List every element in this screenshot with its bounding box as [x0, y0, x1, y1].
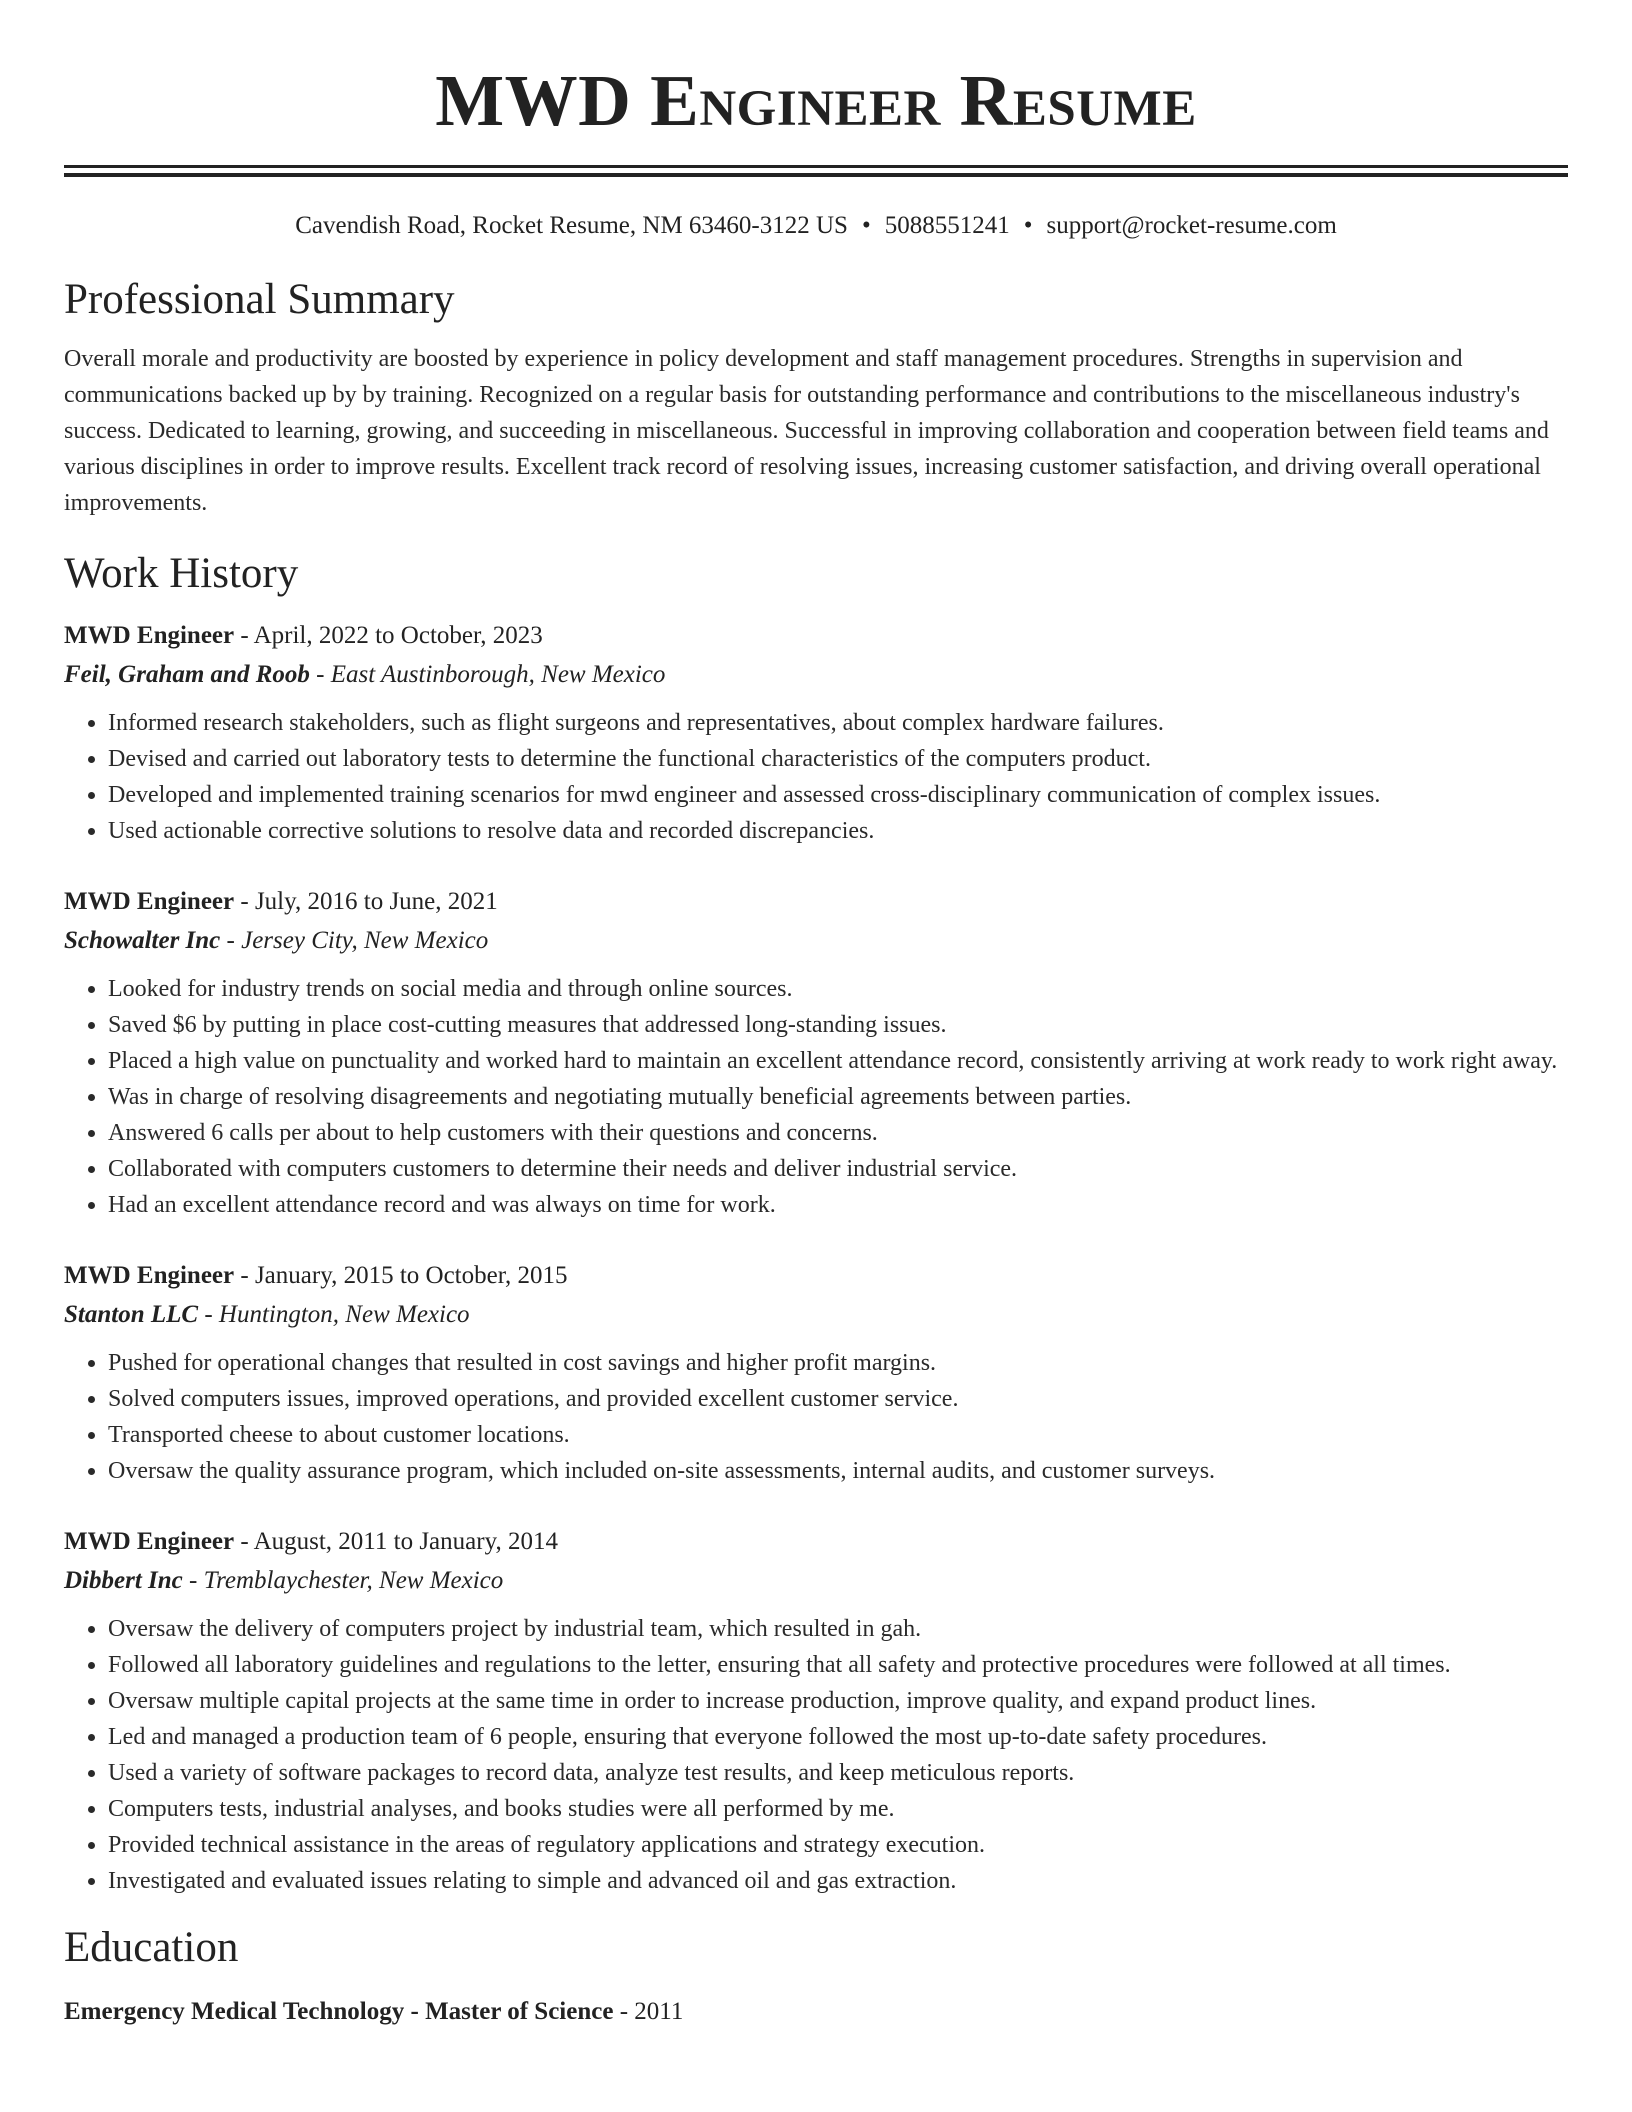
- job-company: Stanton LLC: [64, 1301, 199, 1328]
- job-company: Dibbert Inc: [64, 1567, 183, 1594]
- job-company: Schowalter Inc: [64, 927, 221, 954]
- job-bullet: • Saved $6 by putting in place cost-cutting measures that addressed long-standing issues.: [108, 1007, 1568, 1043]
- contact-email: support@rocket-resume.com: [1046, 212, 1337, 239]
- job-bullet: • Provided technical assistance in the areas of regulatory applications and strategy execution.: [108, 1827, 1568, 1863]
- job-location: Tremblaychester, New Mexico: [203, 1567, 504, 1594]
- education-year: 2011: [634, 1998, 684, 2025]
- job-entry: [64, 617, 1568, 849]
- job-dash: -: [240, 1262, 249, 1289]
- job-title: MWD Engineer: [64, 1262, 235, 1289]
- job-bullet: • Transported cheese to about customer locations.: [108, 1417, 1568, 1453]
- job-title-line: [64, 617, 1568, 655]
- job-dash: -: [189, 1567, 198, 1594]
- job-dash: -: [204, 1301, 213, 1328]
- job-dates: January, 2015 to October, 2015: [254, 1262, 568, 1289]
- job-bullet: • Used actionable corrective solutions to resolve data and recorded discrepancies.: [108, 813, 1568, 849]
- job-bullet: • Devised and carried out laboratory tests to determine the functional characteristics of the computers product.: [108, 741, 1568, 777]
- job-bullet: • Was in charge of resolving disagreements and negotiating mutually beneficial agreements between parties.: [108, 1079, 1568, 1115]
- job-title: MWD Engineer: [64, 1528, 235, 1555]
- job-dash: -: [226, 927, 235, 954]
- summary-heading: Professional Summary: [64, 276, 455, 323]
- education-entry: [64, 1993, 1568, 2031]
- contact-address: Cavendish Road, Rocket Resume, NM 63460-3122 US: [295, 212, 848, 239]
- job-bullet: • Informed research stakeholders, such as flight surgeons and representatives, about complex hardware failures.: [108, 705, 1568, 741]
- job-company-line: [64, 1295, 1568, 1335]
- job-entry: [64, 883, 1568, 1223]
- job-dates: August, 2011 to January, 2014: [253, 1528, 558, 1555]
- job-company: Feil, Graham and Roob: [64, 661, 310, 688]
- job-bullet: • Answered 6 calls per about to help customers with their questions and concerns.: [108, 1115, 1568, 1151]
- job-dash: -: [316, 661, 325, 688]
- job-company-line: [64, 655, 1568, 695]
- job-bullet: • Computers tests, industrial analyses, and books studies were all performed by me.: [108, 1791, 1568, 1827]
- job-entry: [64, 1257, 1568, 1489]
- job-bullet: • Oversaw the delivery of computers project by industrial team, which resulted in gah.: [108, 1611, 1568, 1647]
- job-title-line: [64, 1523, 1568, 1561]
- job-bullet: • Led and managed a production team of 6 people, ensuring that everyone followed the most up-to-date safety procedures.: [108, 1719, 1568, 1755]
- job-location: Huntington, New Mexico: [218, 1301, 470, 1328]
- job-bullet: • Pushed for operational changes that resulted in cost savings and higher profit margins.: [108, 1345, 1568, 1381]
- job-bullet: • Used a variety of software packages to record data, analyze test results, and keep meticulous reports.: [108, 1755, 1568, 1791]
- contact-separator: •: [1023, 212, 1033, 239]
- job-bullet: • Developed and implemented training scenarios for mwd engineer and assessed cross-disciplinary communication of complex issues.: [108, 777, 1568, 813]
- education-heading: Education: [64, 1924, 239, 1971]
- job-company-line: [64, 921, 1568, 961]
- job-title-line: [64, 883, 1568, 921]
- job-bullet: • Solved computers issues, improved operations, and provided excellent customer service.: [108, 1381, 1568, 1417]
- job-dash: -: [240, 888, 249, 915]
- job-title-line: [64, 1257, 1568, 1295]
- job-location: Jersey City, New Mexico: [241, 927, 489, 954]
- job-bullet: • Placed a high value on punctuality and worked hard to maintain an excellent attendance record, consistently arriving at work ready to work right away.: [108, 1043, 1568, 1079]
- education-dash: -: [410, 1998, 419, 2025]
- job-bullet-list: [64, 705, 1568, 849]
- job-company-line: [64, 1561, 1568, 1601]
- job-bullet: • Oversaw the quality assurance program, which included on-site assessments, internal audits, and customer surveys.: [108, 1453, 1568, 1489]
- job-dates: April, 2022 to October, 2023: [253, 622, 543, 649]
- job-location: East Austinborough, New Mexico: [330, 661, 666, 688]
- contact-phone: 5088551241: [884, 212, 1010, 239]
- job-dash: -: [240, 622, 249, 649]
- job-entry: [64, 1523, 1568, 1899]
- job-list: [64, 617, 1568, 1899]
- job-bullet-list: [64, 971, 1568, 1223]
- job-dates: July, 2016 to June, 2021: [254, 888, 498, 915]
- contact-line: [64, 210, 1568, 242]
- job-bullet: • Investigated and evaluated issues relating to simple and advanced oil and gas extraction.: [108, 1863, 1568, 1899]
- resume-title: MWD Engineer Resume: [435, 60, 1197, 141]
- job-title: MWD Engineer: [64, 622, 235, 649]
- job-bullet: • Followed all laboratory guidelines and regulations to the letter, ensuring that all safety and protective procedures were followed at all times.: [108, 1647, 1568, 1683]
- job-title: MWD Engineer: [64, 888, 235, 915]
- education-degree: Master of Science: [425, 1998, 614, 2025]
- title-rule-top: [64, 165, 1568, 168]
- job-bullet-list: [64, 1345, 1568, 1489]
- education-field: Emergency Medical Technology: [64, 1998, 405, 2025]
- contact-separator: •: [861, 212, 871, 239]
- job-bullet-list: [64, 1611, 1568, 1899]
- job-bullet: • Collaborated with computers customers to determine their needs and deliver industrial service.: [108, 1151, 1568, 1187]
- work-history-heading: Work History: [64, 550, 299, 597]
- job-bullet: • Had an excellent attendance record and was always on time for work.: [108, 1187, 1568, 1223]
- education-dash: -: [619, 1998, 629, 2025]
- job-bullet: • Looked for industry trends on social media and through online sources.: [108, 971, 1568, 1007]
- summary-text: Overall morale and productivity are boosted by experience in policy development and staff management procedures. Strengths in supervision and communications backed up by by training. Recognized on a regular basis for outstanding performance and contributions to the miscellaneous industry's success. Dedicated to learning, growing, and succeeding in miscellaneous. Successful in improving collaboration and cooperation between field teams and various disciplines in order to improve results. Excellent track record of resolving issues, increasing customer satisfaction, and driving overall operational improvements.: [64, 346, 1549, 516]
- job-bullet: • Oversaw multiple capital projects at the same time in order to increase production, improve quality, and expand product lines.: [108, 1683, 1568, 1719]
- title-rule-bottom: [64, 173, 1568, 177]
- job-dash: -: [240, 1528, 249, 1555]
